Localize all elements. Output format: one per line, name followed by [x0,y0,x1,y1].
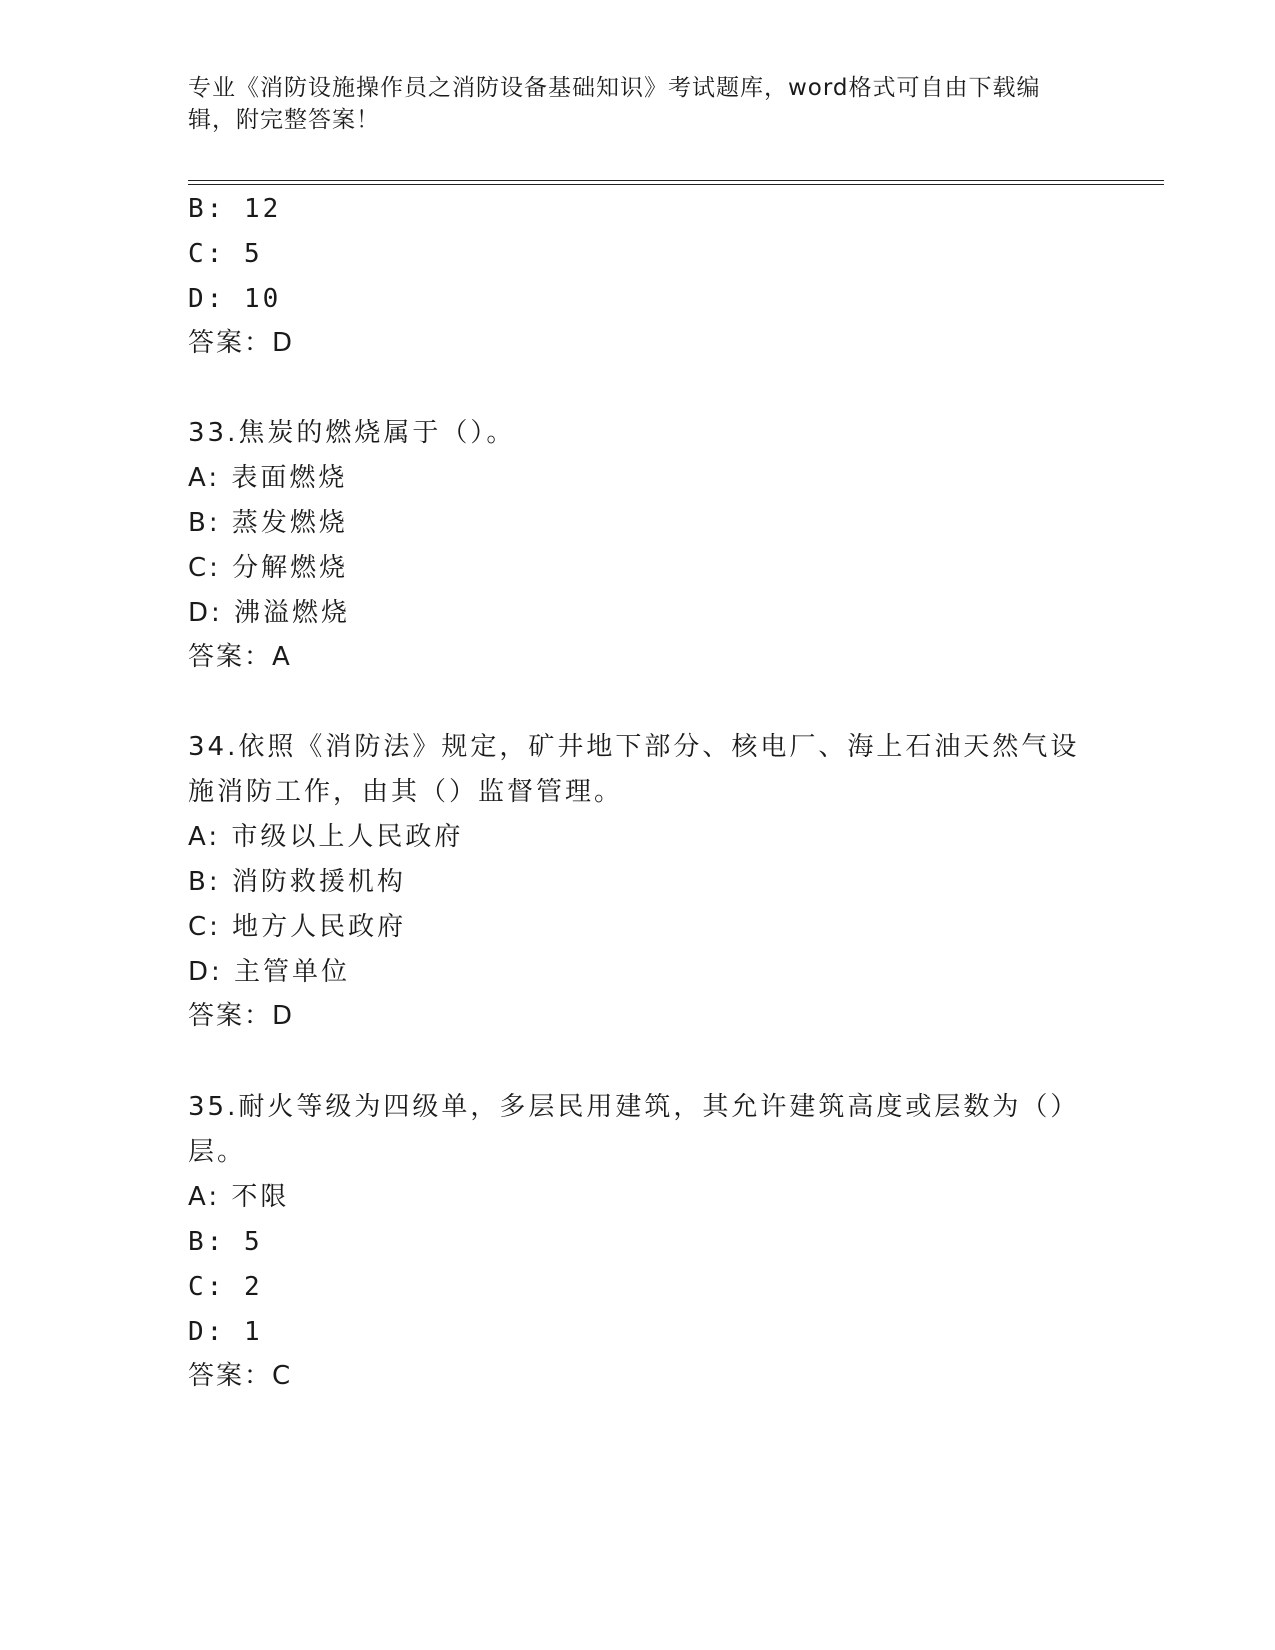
question-stem: 层。 [188,1137,247,1167]
option-d: D: 10 [188,284,282,314]
question-stem: 34.依照《消防法》规定，矿井地下部分、核电厂、海上石油天然气设 [188,732,1080,762]
option-b: B: 5 [188,1227,263,1257]
answer: 答案：A [188,642,292,672]
option-b: B: 蒸发燃烧 [188,508,348,538]
option-c: C: 分解燃烧 [188,553,349,583]
option-c: C: 5 [188,239,263,269]
option-c: C: 地方人民政府 [188,912,407,942]
page-header [188,72,1088,136]
option-d: D: 主管单位 [188,957,351,987]
option-c: C: 2 [188,1272,263,1302]
header-line-2: 辑，附完整答案！ [188,107,380,133]
option-d: D: 沸溢燃烧 [188,598,351,628]
answer: 答案：D [188,1001,295,1031]
header-divider-bottom [188,184,1164,185]
answer: 答案：C [188,1361,293,1391]
option-a: A: 不限 [188,1182,290,1212]
option-a: A: 市级以上人民政府 [188,822,464,852]
option-b: B: 12 [188,194,282,224]
question-stem: 施消防工作，由其（）监督管理。 [188,777,624,807]
answer: 答案：D [188,328,295,358]
option-a: A: 表面燃烧 [188,463,348,493]
header-divider-top [188,180,1164,181]
question-stem: 35.耐火等级为四级单，多层民用建筑，其允许建筑高度或层数为（） [188,1092,1080,1122]
header-line-1: 专业《消防设施操作员之消防设备基础知识》考试题库，word格式可自由下载编 [188,75,1041,101]
option-d: D: 1 [188,1317,263,1347]
question-stem: 33.焦炭的燃烧属于（）。 [188,418,516,448]
option-b: B: 消防救援机构 [188,867,406,897]
